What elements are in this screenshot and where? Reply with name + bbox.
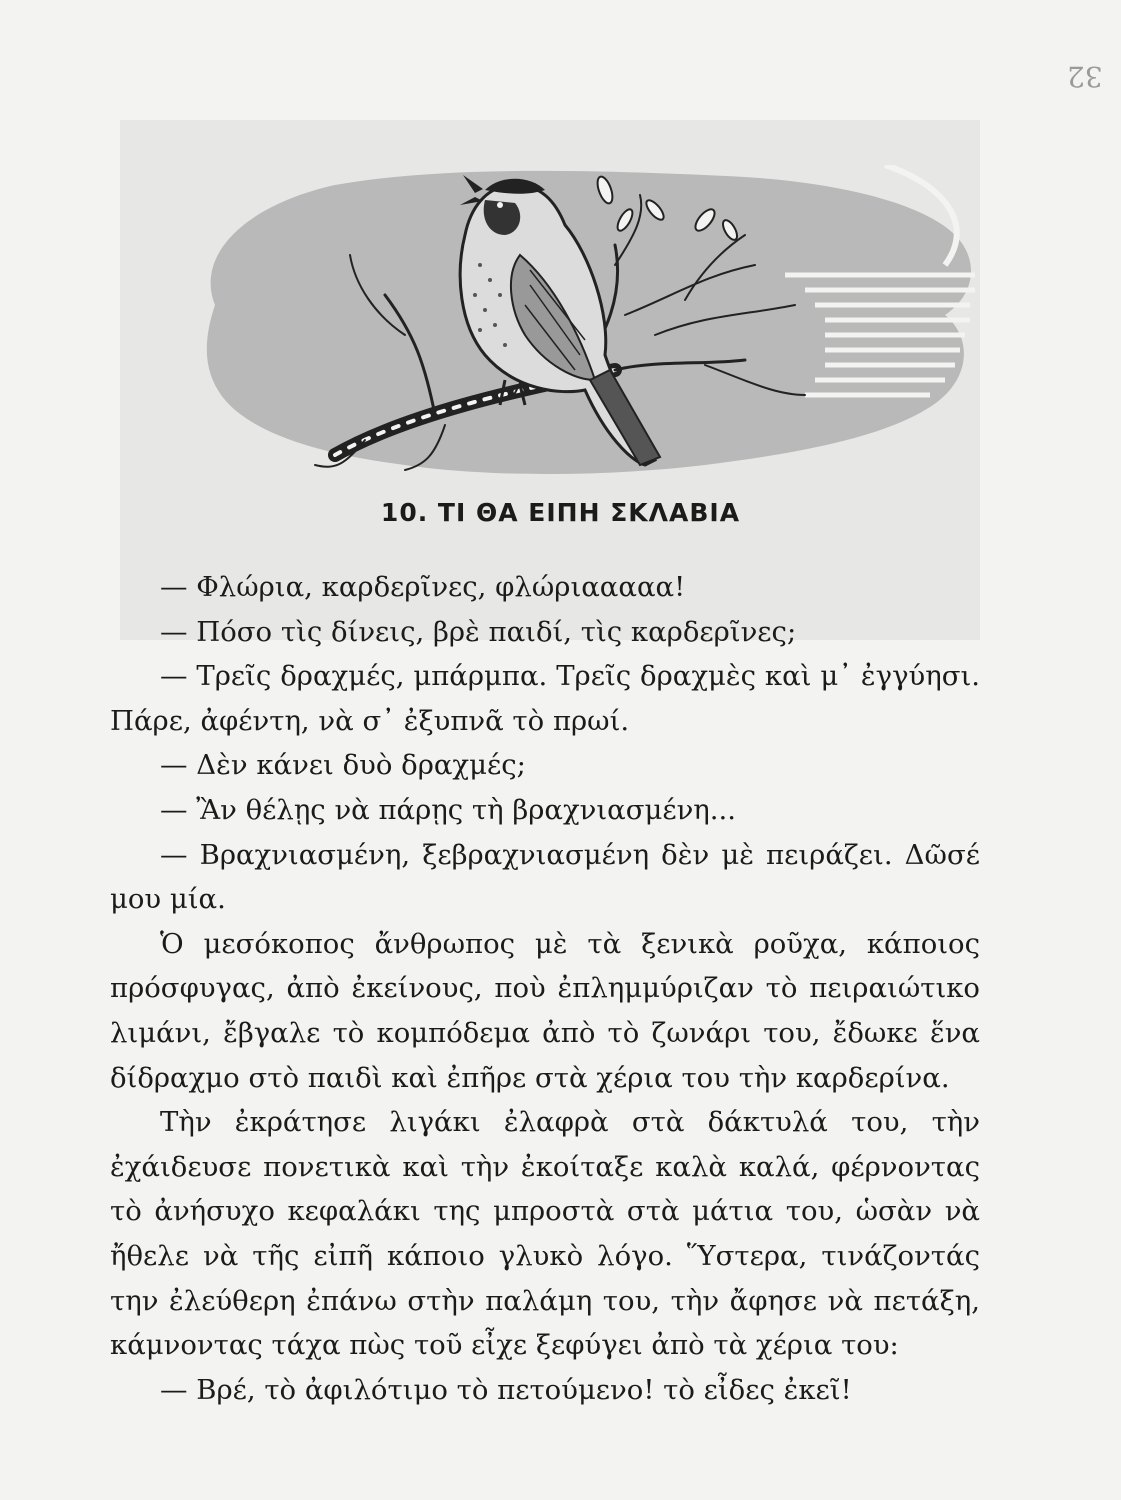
paragraph: — Φλώρια, καρδερῖνες, φλώριααααα!: [160, 571, 686, 603]
chapter-title: 10. ΤΙ ΘΑ ΕΙΠΗ ΣΚΛΑΒΙΑ: [380, 498, 741, 527]
paragraph: — Πόσο τὶς δίνεις, βρὲ παιδί, τὶς καρδερῖνες;: [160, 615, 797, 648]
story-text: [110, 565, 980, 1412]
paragraph: — Ἂν θέλῃς νὰ πάρῃς τὴ βραχνιασμένη...: [160, 793, 737, 826]
goldfinch-on-branch-icon: [185, 165, 985, 485]
paragraph: — Τρεῖς δραχμές, μπάρμπα. Τρεῖς δραχμὲς καὶ μ᾽ ἐγγύησι. Πάρε, ἀφέντη, νὰ σ᾽ ἐξυπνᾶ τὸ πρωί.: [110, 660, 980, 737]
paragraph: — Βραχνιασμένη, ξεβραχνιασμένη δὲν μὲ πειράζει. Δῶσέ μου μία.: [110, 838, 980, 916]
paragraph: — Βρέ, τὸ ἀφιλότιμο τὸ πετούμενο! τὸ εἶδες ἐκεῖ!: [160, 1373, 852, 1406]
page-number: 32: [1067, 60, 1103, 93]
paragraph: — Δὲν κάνει δυὸ δραχμές;: [160, 749, 526, 782]
paragraph: Ὁ μεσόκοπος ἄνθρωπος μὲ τὰ ξενικὰ ροῦχα, κάποιος πρόσφυγας, ἀπὸ ἐκείνους, ποὺ ἐπλημμύριζαν τὸ πειραιώτικο λιμάνι, ἔβγαλε τὸ κομπόδεμα ἀπὸ τὸ ζωνάρι του, ἔδωκε ἕνα δίδραχμο στὸ παιδὶ καὶ ἐπῆρε στὰ χέρια του τὴν καρδερίνα.: [110, 927, 980, 1094]
paragraph: Τὴν ἐκράτησε λιγάκι ἐλαφρὰ στὰ δάκτυλά του, τὴν ἐχάιδευσε πονετικὰ καὶ τὴν ἐκοίταξε καλὰ καλά, φέρνοντας τὸ ἀνήσυχο κεφαλάκι της μπροστὰ στὰ μάτια του, ὡσὰν νὰ ἤθελε νὰ τῆς εἰπῆ κάποιο γλυκὸ λόγο. Ὕστερα, τινάζοντάς την ἐλεύθερη ἐπάνω στὴν παλάμη του, τὴν ἄφησε νὰ πετάξη, κάμνοντας τάχα πὼς τοῦ εἶχε ξεφύγει ἀπὸ τὰ χέρια του:: [110, 1106, 980, 1362]
